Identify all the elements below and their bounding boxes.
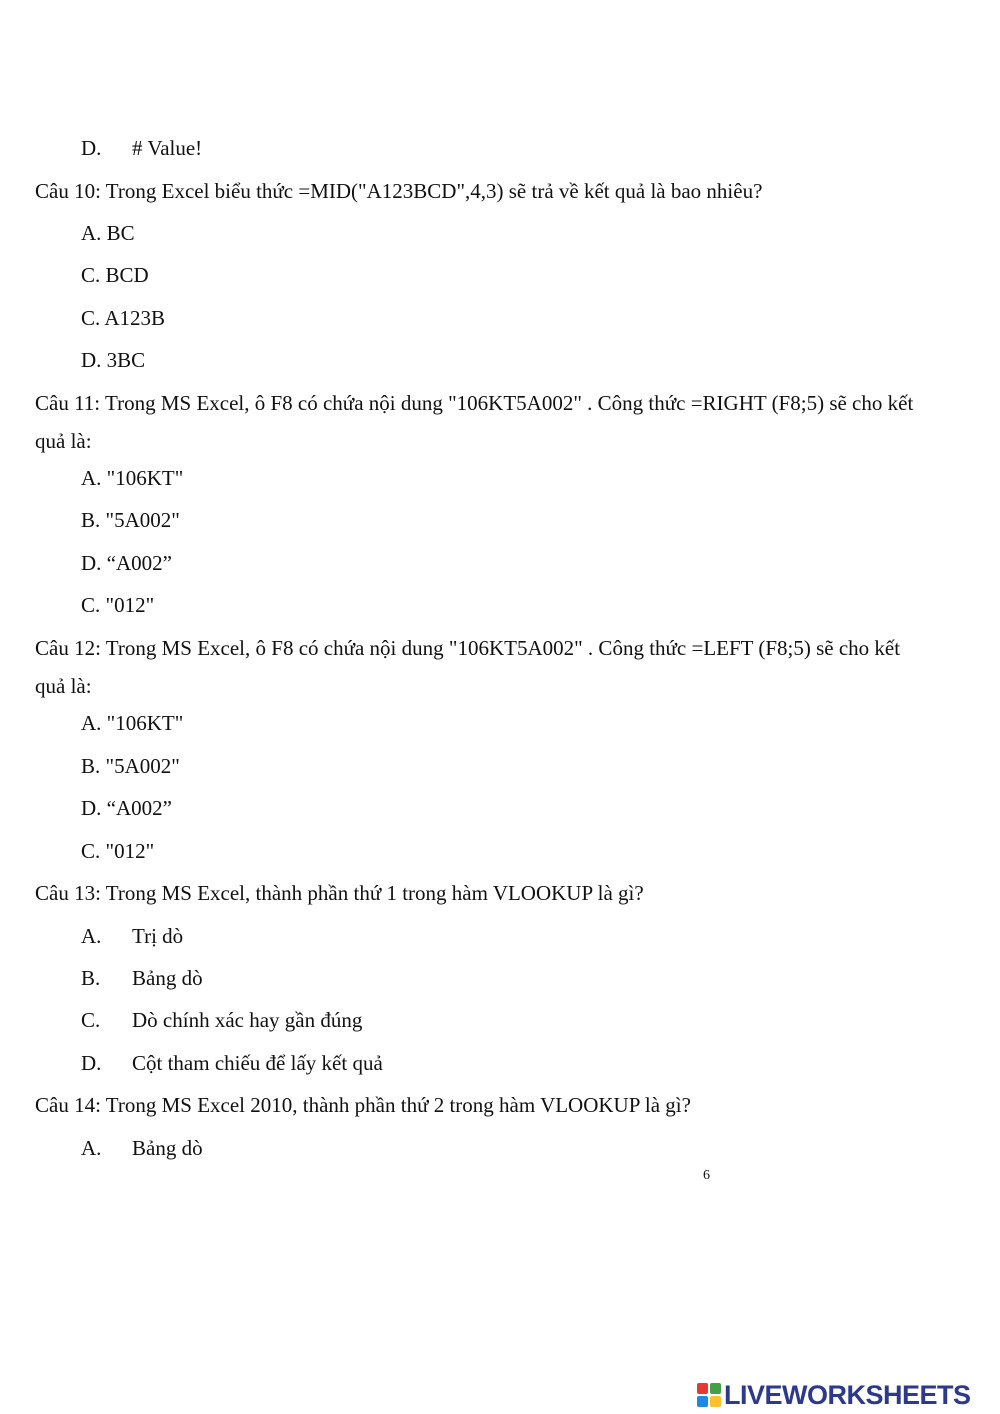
question-line: Câu 14: Trong MS Excel 2010, thành phần thứ 2 trong hàm VLOOKUP là gì? [35, 1093, 691, 1117]
question-line: Câu 13: Trong MS Excel, thành phần thứ 1 trong hàm VLOOKUP là gì? [35, 881, 644, 905]
option-text: “A002” [106, 551, 172, 575]
option-line [81, 1008, 362, 1032]
option-text: "106KT" [106, 466, 184, 490]
logo-wordmark: LIVEWORKSHEETS [724, 1379, 971, 1410]
question-line: quả là: [35, 429, 92, 453]
option-text: Bảng dò [132, 966, 203, 990]
option-text: Trị dò [132, 924, 184, 948]
option-label: A. [81, 221, 107, 245]
option-line [81, 221, 135, 245]
option-label: C. [81, 1008, 101, 1032]
option-label: D. [81, 348, 107, 372]
option-text: # Value! [132, 136, 203, 160]
option-label: D. [81, 1051, 102, 1075]
option-text: "5A002" [105, 754, 180, 778]
option-line [81, 348, 145, 372]
option-line [81, 711, 183, 735]
question-line: Câu 12: Trong MS Excel, ô F8 có chứa nội dung "106KT5A002" . Công thức =LEFT (F8;5) sẽ cho kết [35, 636, 901, 660]
option-label: C. [81, 306, 105, 330]
option-line [81, 508, 180, 532]
option-text: “A002” [106, 796, 172, 820]
page-number: 6 [703, 1168, 710, 1183]
option-text: "5A002" [105, 508, 180, 532]
question-line: Câu 11: Trong MS Excel, ô F8 có chứa nội dung "106KT5A002" . Công thức =RIGHT (F8;5) sẽ cho kết [35, 391, 914, 415]
option-text: Bảng dò [132, 1136, 203, 1160]
option-text: "012" [105, 593, 155, 617]
option-label: C. [81, 593, 106, 617]
logo-grid-icon [697, 1383, 721, 1407]
option-line [81, 839, 154, 863]
option-line [81, 551, 172, 575]
option-text: Cột tham chiếu để lấy kết quả [132, 1051, 383, 1075]
option-line [81, 1136, 203, 1160]
option-line [81, 1051, 383, 1075]
option-label: D. [81, 136, 102, 160]
option-text: A123B [104, 306, 166, 330]
logo-square [710, 1383, 721, 1394]
option-line [81, 924, 183, 948]
option-line [81, 754, 180, 778]
option-line [81, 136, 202, 160]
option-label: A. [81, 711, 107, 735]
option-label: B. [81, 966, 101, 990]
option-text: "106KT" [106, 711, 184, 735]
option-label: C. [81, 263, 106, 287]
option-line [81, 263, 149, 287]
option-text: BC [106, 221, 135, 245]
option-label: C. [81, 839, 106, 863]
liveworksheets-logo[interactable] [697, 1378, 971, 1412]
option-label: B. [81, 754, 106, 778]
option-label: A. [81, 1136, 102, 1160]
option-label: D. [81, 796, 107, 820]
logo-square [697, 1383, 708, 1394]
logo-square [710, 1396, 721, 1407]
question-line: quả là: [35, 674, 92, 698]
option-label: B. [81, 508, 106, 532]
option-label: A. [81, 466, 107, 490]
option-line [81, 966, 203, 990]
option-line [81, 306, 165, 330]
option-line [81, 796, 172, 820]
option-label: A. [81, 924, 102, 948]
option-text: 3BC [106, 348, 146, 372]
option-label: D. [81, 551, 107, 575]
question-line: Câu 10: Trong Excel biểu thức =MID("A123BCD",4,3) sẽ trả về kết quả là bao nhiêu? [35, 179, 763, 203]
option-text: BCD [105, 263, 149, 287]
option-text: "012" [105, 839, 155, 863]
option-line [81, 593, 154, 617]
option-text: Dò chính xác hay gần đúng [132, 1008, 363, 1032]
logo-square [697, 1396, 708, 1407]
option-line [81, 466, 183, 490]
